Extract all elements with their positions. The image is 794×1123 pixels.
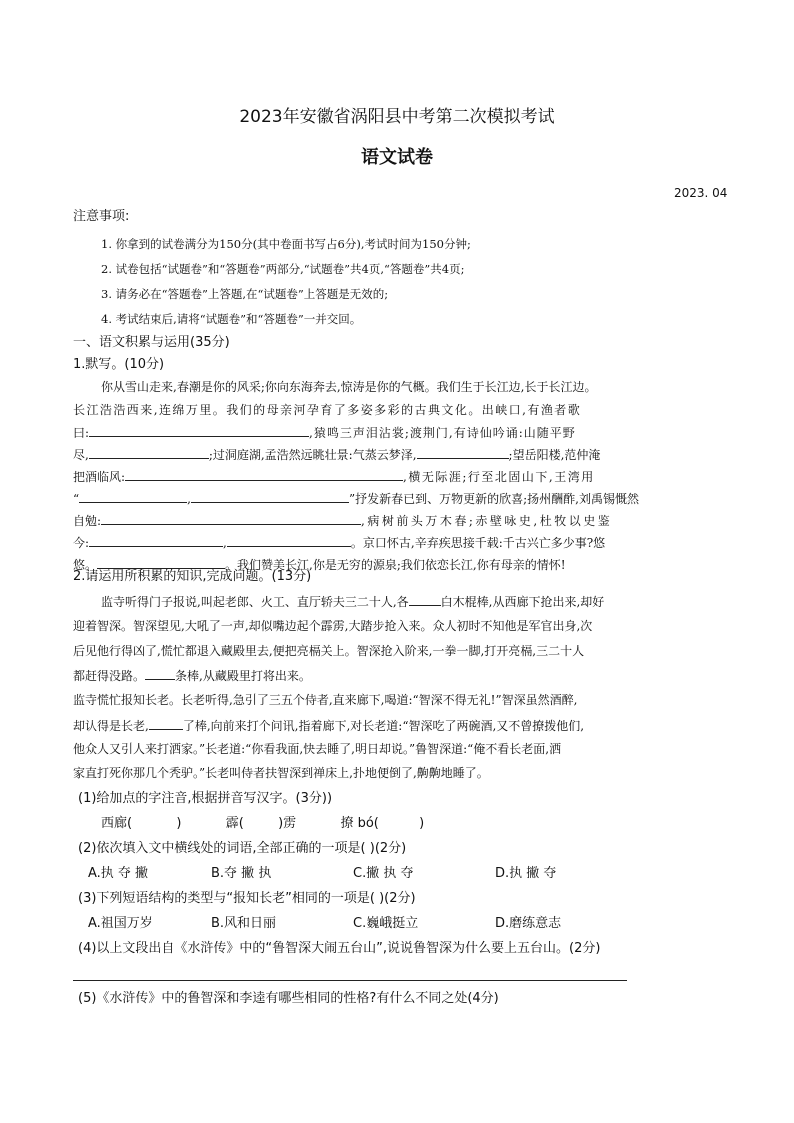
pinyin-item-end: ): [419, 816, 425, 831]
answer-blank[interactable]: [89, 533, 223, 547]
answer-blank[interactable]: [89, 445, 209, 459]
q1-text: 自勉:: [73, 514, 102, 528]
pinyin-item: 西廊(: [101, 816, 133, 831]
answer-blank[interactable]: [145, 666, 175, 680]
answer-blank[interactable]: [101, 511, 361, 525]
main-title: 2023年安徽省涡阳县中考第二次模拟考试: [239, 107, 555, 127]
q1-line: [73, 489, 639, 508]
passage-text: 白木棍棒,从西廊下抢出来,却好: [440, 595, 605, 609]
passage-text: 都赶得没路。: [73, 669, 146, 683]
subquestion-1: (1)给加点的字注音,根据拼音写汉字。(3分)): [78, 791, 333, 806]
choice-option[interactable]: C.撇 执 夺: [353, 866, 414, 881]
q1-text: ,横无际涯;行至北固山下,王湾用: [403, 470, 595, 484]
q1-text: ;过洞庭湖,孟浩然远眺壮景:气蒸云梦泽,: [208, 448, 417, 462]
q1-text: 。我们赞美长江,你是无穷的源泉;我们依恋长江,你有母亲的情怀!: [225, 558, 566, 572]
q1-text: ;望岳阳楼,范仲淹: [508, 448, 601, 462]
q1-line: [73, 511, 612, 530]
pinyin-item-end: )雳: [278, 816, 297, 831]
q2-passage-line: 家直打死你那几个秃驴。”长老叫侍者扶智深到禅床上,扑地便倒了,齁齁地睡了。: [73, 766, 489, 780]
subquestion-5: (5)《水浒传》中的鲁智深和李逵有哪些相同的性格?有什么不同之处(4分): [78, 991, 499, 1006]
q1-text: ,: [223, 536, 227, 550]
choice-option[interactable]: B.风和日丽: [211, 916, 277, 931]
q1-text: 曰:: [73, 426, 90, 440]
q1-line: 长江浩浩西来,连绵万里。我们的母亲河孕育了多姿多彩的古典文化。出峡口,有渔者歌: [73, 403, 582, 417]
answer-blank[interactable]: [227, 533, 351, 547]
choice-option[interactable]: D.执 撇 夺: [495, 866, 557, 881]
q2-passage-line: [73, 666, 311, 685]
q1-text: 尽,: [73, 448, 89, 462]
notice-item: 4. 考试结束后,请将“试题卷”和“答题卷”一并交回。: [101, 312, 362, 326]
passage-text: 条棒,从藏殿里打将出来。: [175, 669, 311, 683]
passage-text: 监寺听得门子报说,叫起老郎、火工、直厅轿夫三二十人,各: [101, 595, 409, 609]
passage-text: 了棒,向前来打个问讯,指着廊下,对长老道:“智深吃了两碗酒,又不曾撩拨他们,: [182, 719, 585, 733]
answer-blank[interactable]: [191, 489, 349, 503]
answer-blank[interactable]: [97, 555, 225, 569]
notice-heading: 注意事项:: [73, 209, 130, 224]
choice-option[interactable]: D.磨练意志: [495, 916, 562, 931]
pinyin-item: 霹(: [225, 816, 244, 831]
q2-passage-line: 后见他行得凶了,慌忙都退入藏殿里去,便把亮槅关上。智深抢入阶来,一拳一脚,打开亮槅,三二十人: [73, 644, 585, 658]
choice-option[interactable]: B.夺 撇 执: [211, 866, 272, 881]
answer-blank[interactable]: [409, 592, 441, 606]
q1-line: [73, 445, 600, 464]
q1-line: [73, 423, 576, 442]
q1-text: 今:: [73, 536, 90, 550]
q1-text: ,: [187, 492, 191, 506]
q1-text: “: [73, 492, 80, 506]
q2-passage-line: 监寺慌忙报知长老。长老听得,急引了三五个侍者,直来廊下,喝道:“智深不得无礼!”智深虽然酒醉,: [73, 693, 578, 707]
pinyin-item: 撩 bó(: [340, 816, 379, 831]
subquestion-3: (3)下列短语结构的类型与“报知长老”相同的一项是( )(2分): [78, 891, 416, 906]
subquestion-2: (2)依次填入文中横线处的词语,全部正确的一项是( )(2分): [78, 841, 407, 856]
q1-text: 把酒临风:: [73, 470, 126, 484]
notice-item: 3. 请务必在“答题卷”上答题,在“试题卷”上答题是无效的;: [101, 287, 389, 301]
answer-line[interactable]: [73, 980, 627, 981]
question-1-title: 1.默写。(10分): [73, 357, 165, 372]
answer-blank[interactable]: [149, 716, 183, 730]
choice-option[interactable]: A.祖国万岁: [88, 916, 153, 931]
q1-text: 。京口怀古,辛弃疾思接千载:千古兴亡多少事?悠: [350, 536, 606, 550]
exam-date: 2023. 04: [674, 186, 728, 200]
q2-passage-line: 他众人又引人来打洒家。”长老道:“你看我面,快去睡了,明日却说。”鲁智深道:“俺不看长老面,洒: [73, 742, 562, 756]
answer-blank[interactable]: [79, 489, 187, 503]
answer-blank[interactable]: [417, 445, 509, 459]
passage-text: 却认得是长老,: [73, 719, 149, 733]
q2-passage-line: [73, 716, 584, 735]
subquestion-4: (4)以上文段出自《水浒传》中的“鲁智深大闹五台山”,说说鲁智深为什么要上五台山。(2分): [78, 941, 601, 956]
q1-text: ”抒发新春已到、万物更新的欣喜;扬州酬酢,刘禹锡慨然: [348, 492, 639, 506]
answer-blank[interactable]: [125, 467, 403, 481]
q1-line: 你从雪山走来,春潮是你的风采;你向东海奔去,惊涛是你的气概。我们生于长江边,长于长江边。: [101, 380, 597, 394]
pinyin-row: [101, 815, 424, 833]
q1-text: ,病树前头万木春;赤壁咏史,杜牧以史鉴: [361, 514, 613, 528]
q1-line: [73, 533, 605, 552]
question-2-title: 2.请运用所积累的知识,完成问题。(13分): [73, 569, 312, 584]
q2-passage-line: 迎着智深。智深望见,大吼了一声,却似嘴边起个霹雳,大踏步抢入来。众人初时不知他是军官出身,次: [73, 619, 593, 633]
choice-option[interactable]: C.巍峨挺立: [353, 916, 419, 931]
notice-item: 2. 试卷包括“试题卷”和“答题卷”两部分,“试题卷”共4页,“答题卷”共4页;: [101, 262, 465, 276]
q1-line: [73, 467, 595, 486]
pinyin-item-end: ): [176, 816, 182, 831]
q2-passage-line: [101, 592, 604, 611]
section-heading: 一、语文积累与运用(35分): [73, 335, 230, 350]
sub-title: 语文试卷: [361, 147, 433, 168]
q1-text: ,猿鸣三声泪沾裳;渡荆门,有诗仙吟诵:山随平野: [309, 426, 576, 440]
choice-option[interactable]: A.执 夺 撇: [88, 866, 149, 881]
q1-text: 悠。: [73, 558, 98, 572]
answer-blank[interactable]: [89, 423, 309, 437]
notice-item: 1. 你拿到的试卷满分为150分(其中卷面书写占6分),考试时间为150分钟;: [101, 237, 471, 251]
